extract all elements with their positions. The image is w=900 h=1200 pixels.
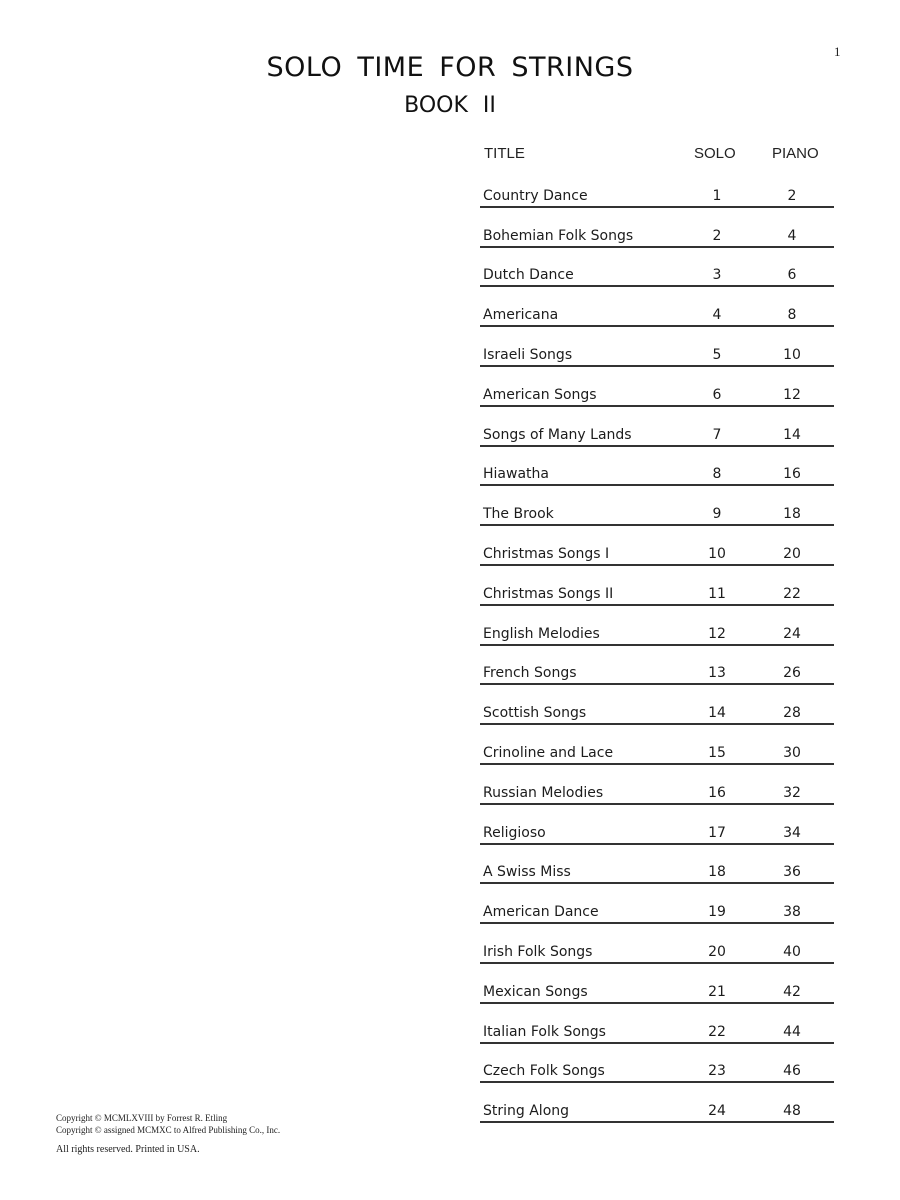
solo-page-number: 6 (712, 386, 722, 403)
table-row (480, 685, 834, 725)
song-title: Bohemian Folk Songs (483, 227, 634, 244)
header-solo: SOLO (694, 145, 736, 162)
song-title: Scottish Songs (483, 705, 587, 722)
piano-page-number: 44 (783, 1023, 801, 1040)
song-title: Czech Folk Songs (483, 1063, 605, 1080)
table-row (480, 208, 834, 248)
page-number: 1 (834, 44, 841, 59)
solo-page-number: 21 (708, 983, 726, 1000)
solo-page-number: 23 (708, 1063, 726, 1080)
solo-page-number: 8 (712, 466, 722, 483)
song-title: Christmas Songs II (483, 585, 614, 602)
solo-page-number: 13 (708, 665, 726, 682)
table-row (480, 765, 834, 805)
solo-page-number: 16 (708, 784, 726, 801)
piano-page-number: 8 (787, 307, 797, 324)
toc-header (480, 142, 834, 168)
solo-page-number: 3 (712, 267, 722, 284)
table-row (480, 248, 834, 288)
table-row (480, 407, 834, 447)
song-title: Christmas Songs I (483, 545, 610, 562)
solo-page-number: 1 (712, 187, 722, 204)
piano-page-number: 16 (783, 466, 801, 483)
solo-page-number: 20 (708, 943, 726, 960)
table-row (480, 646, 834, 686)
toc-rows (480, 168, 834, 1123)
piano-page-number: 38 (783, 904, 801, 921)
solo-page-number: 19 (708, 904, 726, 921)
song-title: Italian Folk Songs (483, 1023, 606, 1040)
piano-page-number: 32 (783, 784, 801, 801)
piano-page-number: 26 (783, 665, 801, 682)
song-title: Israeli Songs (483, 346, 573, 363)
piano-page-number: 2 (787, 187, 797, 204)
solo-page-number: 4 (712, 307, 722, 324)
solo-page-number: 5 (712, 346, 722, 363)
song-title: Hiawatha (483, 466, 549, 483)
solo-page-number: 9 (712, 506, 722, 523)
table-row (480, 327, 834, 367)
song-title: Irish Folk Songs (483, 943, 593, 960)
song-title: Songs of Many Lands (483, 426, 632, 443)
table-row (480, 526, 834, 566)
song-title: Mexican Songs (483, 983, 588, 1000)
table-row (480, 964, 834, 1004)
piano-page-number: 42 (783, 983, 801, 1000)
table-row (480, 168, 834, 208)
solo-page-number: 10 (708, 545, 726, 562)
solo-page-number: 7 (712, 426, 722, 443)
piano-page-number: 40 (783, 943, 801, 960)
book-subtitle: BOOK II (404, 93, 496, 118)
piano-page-number: 4 (787, 227, 797, 244)
piano-page-number: 46 (783, 1063, 801, 1080)
copyright-line-1: Copyright © MCMLXVIII by Forrest R. Etling (56, 1113, 228, 1123)
table-of-contents (480, 142, 834, 1123)
piano-page-number: 22 (783, 585, 801, 602)
copyright-notice (56, 1113, 280, 1156)
solo-page-number: 15 (708, 744, 726, 761)
piano-page-number: 48 (783, 1103, 801, 1120)
table-row (480, 606, 834, 646)
solo-page-number: 14 (708, 705, 726, 722)
song-title: String Along (483, 1103, 570, 1120)
song-title: American Dance (483, 904, 599, 921)
piano-page-number: 18 (783, 506, 801, 523)
solo-page-number: 17 (708, 824, 726, 841)
piano-page-number: 28 (783, 705, 801, 722)
solo-page-number: 12 (708, 625, 726, 642)
piano-page-number: 36 (783, 864, 801, 881)
piano-page-number: 10 (783, 346, 801, 363)
piano-page-number: 30 (783, 744, 801, 761)
song-title: Russian Melodies (483, 784, 604, 801)
song-title: Religioso (483, 824, 546, 841)
table-row (480, 566, 834, 606)
song-title: Country Dance (483, 187, 588, 204)
song-title: The Brook (483, 506, 554, 523)
copyright-line-2: Copyright © assigned MCMXC to Alfred Publishing Co., Inc. (56, 1124, 281, 1135)
song-title: Dutch Dance (483, 267, 574, 284)
table-row (480, 725, 834, 765)
table-row (480, 287, 834, 327)
solo-page-number: 11 (708, 585, 726, 602)
table-row (480, 845, 834, 885)
header-title: TITLE (484, 145, 525, 162)
song-title: Americana (483, 307, 559, 324)
table-row (480, 1083, 834, 1123)
table-row (480, 884, 834, 924)
song-title: French Songs (483, 665, 577, 682)
table-row (480, 486, 834, 526)
book-title: SOLO TIME FOR STRINGS (266, 52, 634, 83)
solo-page-number: 18 (708, 864, 726, 881)
table-row (480, 1004, 834, 1044)
piano-page-number: 6 (787, 267, 797, 284)
header-piano: PIANO (772, 145, 819, 162)
song-title: American Songs (483, 386, 597, 403)
solo-page-number: 24 (708, 1103, 726, 1120)
table-row (480, 805, 834, 845)
table-row (480, 924, 834, 964)
copyright-line-3: All rights reserved. Printed in USA. (56, 1144, 200, 1155)
piano-page-number: 20 (783, 545, 801, 562)
table-row (480, 1044, 834, 1084)
solo-page-number: 22 (708, 1023, 726, 1040)
song-title: English Melodies (483, 625, 600, 642)
table-row (480, 367, 834, 407)
solo-page-number: 2 (712, 227, 722, 244)
song-title: Crinoline and Lace (483, 744, 614, 761)
piano-page-number: 24 (783, 625, 801, 642)
song-title: A Swiss Miss (483, 864, 571, 881)
piano-page-number: 12 (783, 386, 801, 403)
table-row (480, 447, 834, 487)
piano-page-number: 34 (783, 824, 801, 841)
piano-page-number: 14 (783, 426, 801, 443)
